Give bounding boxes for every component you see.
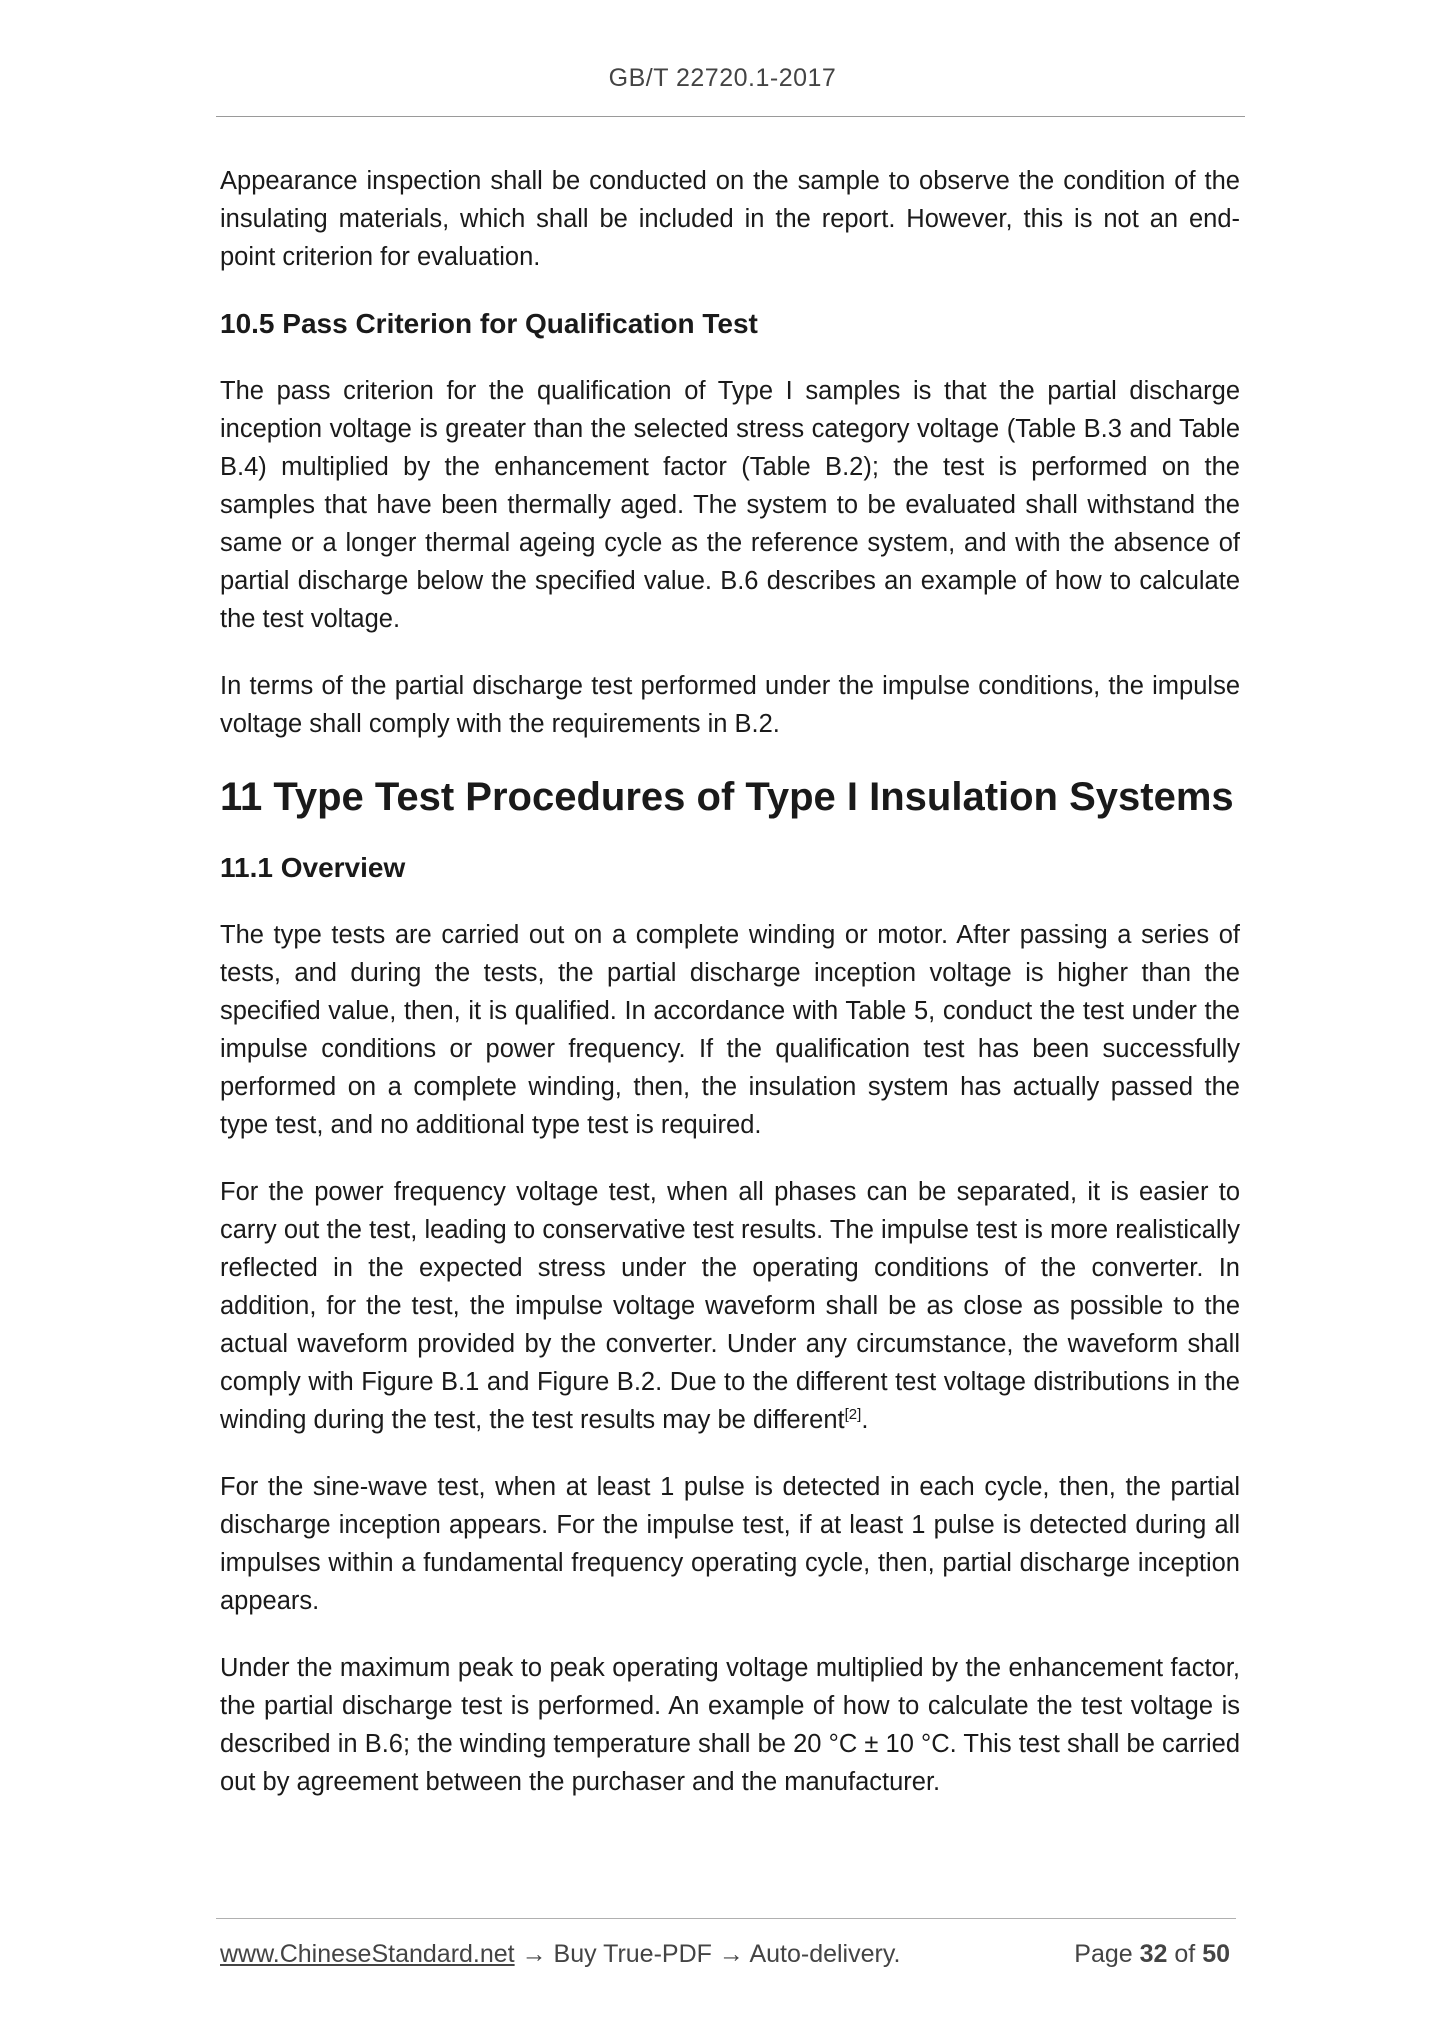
page-header-title: GB/T 22720.1-2017 <box>608 64 837 92</box>
current-page: 32 <box>1139 1940 1168 1968</box>
arrow-right-icon: → <box>521 1940 547 1968</box>
paragraph-text: For the power frequency voltage test, when all phases can be separated, it is easier to carry out the test, leading to conservative test results. The impulse test is more realistically reflected in the expected stress under the operating conditions of the converter. In addition, for the test, the impulse voltage waveform shall be as close as possible to the actual waveform provided by the converter. Under any circumstance, the waveform shall comply with Figure B.1 and Figure B.2. Due to the different test voltage distributions in the winding during the test, the test results may be different <box>220 1178 1240 1434</box>
chapter-heading-11: 11 Type Test Procedures of Type I Insulation Systems <box>220 775 1234 819</box>
arrow-right-icon: → <box>718 1940 744 1968</box>
total-pages: 50 <box>1202 1940 1230 1968</box>
paragraph-power-frequency-test <box>220 1173 1240 1439</box>
of-label: of <box>1174 1940 1196 1968</box>
paragraph-type-tests: The type tests are carried out on a complete winding or motor. After passing a series of tests, and during the tests, the partial discharge inception voltage is higher than the specified value, then, it is qualified. In accordance with Table 5, conduct the test under the impulse conditions or power frequency. If the qualification test has been successfully performed on a complete winding, then, the insulation system has actually passed the type test, and no additional type test is required. <box>220 921 1240 1139</box>
page-label: Page <box>1074 1940 1133 1968</box>
paragraph-pass-criterion: The pass criterion for the qualification of Type I samples is that the partial discharge inception voltage is greater than the selected stress category voltage (Table B.3 and Table B.4) multiplied by the enhancement factor (Table B.2); the test is performed on the samples that have been thermally aged. The system to be evaluated shall withstand the same or a longer thermal ageing cycle as the reference system, and with the absence of partial discharge below the specified value. B.6 describes an example of how to calculate the test voltage. <box>220 377 1240 633</box>
paragraph-sine-wave-test: For the sine-wave test, when at least 1 pulse is detected in each cycle, then, the partial discharge inception appears. For the impulse test, if at least 1 pulse is detected during all impulses within a fundamental frequency operating cycle, then, partial discharge inception appears. <box>220 1473 1240 1615</box>
paragraph-peak-voltage-test: Under the maximum peak to peak operating voltage multiplied by the enhancement factor, the partial discharge test is performed. An example of how to calculate the test voltage is described in B.6; the winding temperature shall be 20 °C ± 10 °C. This test shall be carried out by agreement between the purchaser and the manufacturer. <box>220 1654 1240 1796</box>
paragraph-impulse-conditions: In terms of the partial discharge test performed under the impulse conditions, the impulse voltage shall comply with the requirements in B.2. <box>220 672 1240 738</box>
section-heading-10-5: 10.5 Pass Criterion for Qualification Test <box>220 308 758 339</box>
reference-marker[interactable]: [2] <box>844 1406 862 1423</box>
footer-buy-text: Buy True-PDF <box>553 1940 712 1968</box>
header-divider <box>216 116 1245 117</box>
footer-delivery-text: Auto-delivery. <box>749 1940 901 1968</box>
document-body <box>220 162 1240 1830</box>
footer-promo <box>220 1940 900 1969</box>
page-number <box>1074 1940 1230 1969</box>
section-heading-11-1: 11.1 Overview <box>220 852 406 883</box>
footer-divider <box>216 1918 1236 1919</box>
paragraph-appearance-inspection: Appearance inspection shall be conducted on the sample to observe the condition of the insulating materials, which shall be included in the report. However, this is not an end-point criterion for evaluation. <box>220 167 1240 271</box>
website-link[interactable]: www.ChineseStandard.net <box>220 1940 515 1968</box>
paragraph-end: . <box>861 1406 869 1434</box>
